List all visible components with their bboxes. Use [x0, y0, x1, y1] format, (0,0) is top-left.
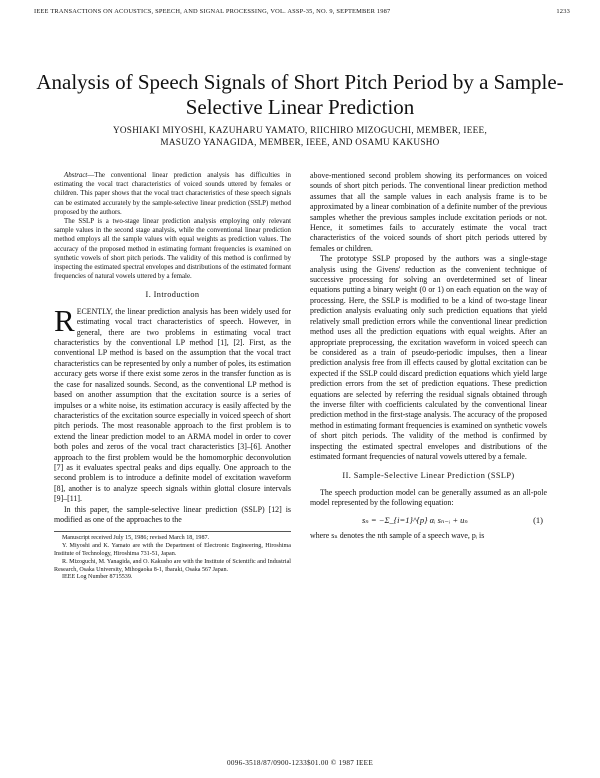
page-number: 1233	[556, 8, 570, 15]
intro-paragraph-2: In this paper, the sample-selective linear prediction (SSLP) [12] is modified as one of the approaches to the	[54, 504, 291, 524]
footnote-manuscript: Manuscript received July 15, 1986; revised March 18, 1987.	[62, 535, 210, 542]
introduction-body	[54, 302, 291, 526]
intro-paragraph-1: ECENTLY, the linear prediction analysis has been widely used for estimating vocal tract characteristics of speech. However, in general, there are two problems in estimating vocal tract characteristics by the conventional LP method [1], [2]. First, as the conventional LP method is based on the assumption that the vocal tract characteristics can be represented by only a number of poles, its estimation accuracy gets worse if there exist some zeros in the transfer function as is the case for nasalized sounds. Second, as the conventional LP method is based on another assumption that the excitation source is a series of impulses or a white noise, its estimation accuracy is easily affected by the characteristics of the excitation source especially in voiced speech of short pitch periods. The most reasonable approach to the first problem is to extend the linear prediction model to an ARMA model in order to cover both poles and zeros of the vocal tract characteristics [3]–[6]. Another approach to the first problem would be the homomorphic deconvolution [7] as it evaluates spectral peaks and dips equally. One approach to the second problem is to introduce a definite model of excitation waveform [8], another is to analyze speech signals within glottal closure intervals [9]–[11].	[54, 306, 291, 504]
left-column	[54, 171, 291, 582]
abstract-text-2: The SSLP is a two-stage linear prediction analysis employing only relevant sample values in the second stage analysis, while the conventional linear prediction method employs all the sample values with equal weights as prediction values. The accuracy of the proposed method in estimating formant frequencies is examined on synthetic vowels of short pitch periods. The validity of this method is confirmed by inspecting the estimated spectral envelopes and distributions of the estimated formant frequencies of natural vowels uttered by a female.	[54, 218, 291, 281]
authors-line-1: YOSHIAKI MIYOSHI, KAZUHARU YAMATO, RIICHIRO MIZOGUCHI, MEMBER, IEEE,	[112, 125, 488, 135]
equation-1	[310, 515, 547, 525]
abstract	[54, 171, 291, 281]
right-paragraph-2: The prototype SSLP proposed by the authors was a single-stage analysis using the Givens' reduction as the convenient technique of successive processing for solving an overdetermined set of linear equations putting a binary weight (0 or 1) on each equation on the way of processing. Here, the SSLP is modified to be a kind of two-stage linear prediction analysis evaluating only such prediction equations that yield relatively small prediction errors while the conventional linear prediction method uses all the prediction equations with equal weights. After an appropriate preprocessing, the excitation waveform in voiced speech can be considered as a train of pseudo-periodic impulses, then a linear prediction analysis free from ill effects caused by glottal excitation can be expected if the SSLP could discard prediction equations which yield large prediction errors from the set of prediction equations. These prediction equations are selected by referring the residual signals obtained through the inverse filter with coefficients calculated by the conventional linear prediction method in the first-stage analysis. The accuracy of the proposed method in estimating formant frequencies is examined on synthetic vowels of short pitch periods. The validity of the method is confirmed by inspecting the estimated spectral envelopes and distributions of the estimated formant frequencies of natural vowels uttered by a female.	[310, 254, 547, 461]
abstract-text-1: —The conventional linear prediction analysis has difficulties in estimating the vocal tract characteristics of voiced sounds uttered by females or children. This paper shows that the vocal tract characteristics of these speech signals can be estimated accurately by the sample-selective linear prediction (SSLP) method proposed by the authors.	[54, 172, 291, 216]
section-heading-introduction: I. Introduction	[145, 290, 200, 300]
running-header	[34, 8, 570, 15]
author-block	[0, 124, 600, 148]
section2-paragraph-2: where sₙ denotes the nth sample of a speech wave, pᵢ is	[310, 531, 485, 540]
section2-body	[310, 488, 547, 542]
section2-paragraph-1: The speech production model can be generally assumed as an all-pole model represented by the following equation:	[310, 487, 547, 508]
right-paragraph-1: above-mentioned second problem showing its performances on voiced sounds of short pitch periods. The conventional linear prediction method assumes that all the sample values in each analysis frame is to be approximated by a linear combination of a definite number of the previous samples whether the previous samples include excitation periods or not. Hence, it sometimes fails to accurately estimate the vocal tract characteristics of the voiced sounds of short pitch periods uttered by females or children.	[310, 171, 547, 253]
equation-number: (1)	[533, 514, 543, 525]
authors-line-2: MASUZO YANAGIDA, MEMBER, IEEE, AND OSAMU KAKUSHO	[160, 137, 440, 147]
abstract-label: Abstract	[64, 172, 88, 179]
journal-header: IEEE TRANSACTIONS ON ACOUSTICS, SPEECH, AND SIGNAL PROCESSING, VOL. ASSP-35, NO. 9, SEPTEMBER 1987	[34, 8, 391, 15]
footnote-affiliation-2: R. Mizoguchi, M. Yanagida, and O. Kakusho are with the Institute of Scientific and Industrial Research, Osaka University, Mihogaoka 8-1, Ibaraki, Osaka 567 Japan.	[54, 558, 291, 573]
equation-body: sₙ = −Σ_{i=1}^{p} αᵢ sₙ₋ᵢ + uₙ	[362, 514, 468, 525]
copyright-code: 0096-3518/87/0900-1233$01.00 © 1987 IEEE	[226, 759, 374, 767]
right-body	[310, 171, 547, 462]
footnote-block	[54, 531, 291, 582]
section-heading-sslp: II. Sample-Selective Linear Prediction (SSLP)	[342, 471, 515, 481]
paper-title: Analysis of Speech Signals of Short Pitch Period by a Sample-Selective Linear Prediction	[36, 70, 564, 119]
footnote-affiliation-1: Y. Miyoshi and K. Yamato are with the Department of Electronic Engineering, Hiroshima Institute of Technology, Hiroshima 731-51, Japan.	[54, 543, 291, 557]
right-column	[310, 171, 547, 541]
drop-cap: R	[54, 302, 75, 338]
footnote-log-number: IEEE Log Number 8715539.	[62, 574, 133, 581]
